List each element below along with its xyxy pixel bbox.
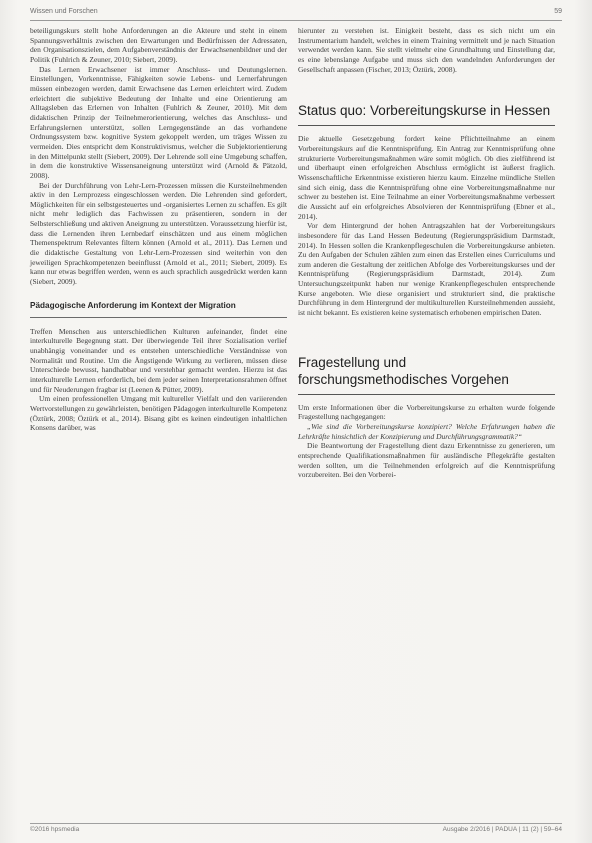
section-heading-status-quo: Status quo: Vorbereitungskurse in Hessen <box>298 103 551 119</box>
paragraph: Die aktuelle Gesetzgebung fordert keine Pflichtteilnahme an einem Vorbereitungskurs auf die Kenntnisprüfung. Ein Antrag zur Kenntnisprüfung ohne strukturierte Vorbereitungsmaßnahmen wäre somit möglich. Ob dies zielführend ist und überhaupt einen erfolgreichen Abschluss ermöglicht ist äußerst fraglich. Wissenschaftliche Erkenntnisse existieren hierzu kaum. Einzelne mündliche Stellen sind sich einig, dass die Kenntnisprüfung ohne eine Vorbereitungsmaßnahme nur schwer zu bestehen ist. Eine Teilnahme an einer Vorbereitungsmaßnahme verbessert die Aussicht auf ein erfolgreiches Absolvieren der Kenntnisprüfung (Ebner et al., 2014). <box>298 134 555 221</box>
subheading-block <box>30 301 287 318</box>
paragraph: Um einen professionellen Umgang mit kultureller Vielfalt und den variierenden Wertvorstellungen zu gewährleisten, benötigen Pädagogen interkulturelle Kompetenz (Öztürk, 2008; Öztürk et al., 2014). Bisang gibt es keinen eindeutigen inhaltlichen Konsens darüber, was <box>30 394 287 433</box>
header-page-number: 59 <box>554 8 562 15</box>
page-footer <box>30 823 562 835</box>
header-section-title: Wissen und Forschen <box>30 8 98 15</box>
section-heading-block <box>298 354 555 395</box>
subheading-migration: Pädagogische Anforderung im Kontext der Migration <box>30 300 236 310</box>
paragraph: beteiligungskurs stellt hohe Anforderungen an die Akteure und steht in einem Spannungsverhältnis zwischen den Erwartungen und Bedürfnissen der Adressaten, den Organisationszielen, dem Aufgabenverständnis der Erwachsenenbildner und der Politik (Fuhlrich & Zeuner, 2010; Siebert, 2009). <box>30 26 287 64</box>
footer-copyright: ©2016 hpsmedia <box>30 826 80 833</box>
header-rule <box>30 20 562 21</box>
paragraph: Treffen Menschen aus unterschiedlichen Kulturen aufeinander, findet eine interkulturelle Begegnung statt. Der überwiegende Teil ihrer Sozialisation verlief unabhängig voneinander und es entstehen unterschiedliche Verständnisse von Normalität und Routine. Um die Ängstigende Wirkung zu verlieren, müssen diese Unterschiede bewusst, handhabbar und verstehbar gemacht werden. Hierzu ist das interkulturelle Lernen erforderlich, bei dem jeder seinen Interpretationsrahmen öffnet und für Neuderungen fragbar ist (Leenen & Pütter, 2009). <box>30 326 287 394</box>
research-question: „Wie sind die Vorbereitungskurse konzipiert? Welche Erfahrungen haben die Lehrkräfte hinsichtlich der Konzipierung und Durchführungsgrammatik?“ <box>298 422 555 441</box>
section-heading-block <box>298 102 555 126</box>
right-column <box>298 26 555 480</box>
paragraph: Vor dem Hintergrund der hohen Antragszahlen hat der Vorbereitungskurs insbesondere für das Land Hessen Bedeutung (Regierungspräsidium Darmstadt, 2014). In Hessen sollen die Krankenpflegeschulen die Vorbereitungskurse anbieten. Zu den Aufgaben der Schulen zählen zum einen das Erstellen eines Curriculums und zum anderen die Gestaltung der zeitlichen Abfolge des Vorbereitungskurses und der Kenntnisprüfung (Regierungspräsidium Darmstadt, 2014). Zum Untersuchungszeitpunkt haben nur wenige Krankenpflegeschulen entsprechende Kurse angeboten. Wie diese organisiert und strukturiert sind, die praktische Durchführung in dem Hintergrund der multikulturellen Kursteilnehmenden aussieht, ist nicht bekannt. Es existieren keine systematisch erhobenen empirischen Daten. <box>298 221 555 318</box>
section-heading-fragestellung: Fragestellung und forschungsmethodisches Vorgehen <box>298 354 509 387</box>
paragraph: Das Lernen Erwachsener ist immer Anschluss- und Deutungslernen. Einstellungen, Vorkenntnisse, Fähigkeiten sowie Lebens- und Lernerfahrungen müssen einbezogen werden, damit Erwachsene das Lernen erleichtert wird. Zudem erleichtert die subjektive Bedeutung der Inhalte und eine Orientierung am Alltagsleben das Erlernen von Inhalten (Fuhlrich & Zeuner, 2010). Mit dem didaktischen Prinzip der Teilnehmerorientierung, welches das Anschluss- und Erfahrungslernen unterstützt, sollen Lerngegenstände an das vorhandene Ordnungssystem bzw. kognitive System gekoppelt werden, um träges Wissen zu vermeiden. Dies entspricht dem Konstruktivismus, welcher die Subjektorientierung in den Mittelpunkt stellt (Siebert, 2009). Der Lehrende soll eine Umgebung schaffen, in dem die konstruktive Wissensaneignung unterstützt wird (Arnold & Pätzold, 2008). <box>30 64 287 180</box>
paragraph: Bei der Durchführung von Lehr-Lern-Prozessen müssen die Kursteilnehmenden aktiv in den Lernprozess eingeschlossen werden. Die Lehrenden sind gefordert, Möglichkeiten für ein selbstgesteuertes und -organisiertes Lernen zu schaffen. Es gilt nicht mehr lediglich das Fachwissen zu präsentieren, sondern in der Selbsterschließung und aktiven Aneignung zu unterstützen. Voraussetzung hierfür ist, dass die Lernenden ihren Lernbedarf einschätzen und aus einem möglichen Themenspektrum Relevantes filtern können (Arnold et al., 2011). Das Lernen und die didaktische Gestaltung von Lehr-Lern-Prozessen sind weiterhin von den jeweiligen Sprachkompetenzen beeinflusst (Arnold et al., 2011; Siebert, 2009). Es kann nur etwas begriffen werden, wenn es auch sprachlich ausgedrückt werden kann (Siebert, 2009). <box>30 180 287 287</box>
running-header <box>30 8 562 20</box>
paragraph: Die Beantwortung der Fragestellung dient dazu Erkenntnisse zu generieren, um entsprechende Qualifikationsmaßnahmen für ausländische Pflegekräfte gestalten werden sollten, um die Teilnehmenden erfolgreich auf die Kenntnisprüfung vorzubereiten. Bei den Vorberei- <box>298 441 555 480</box>
paragraph: Um erste Informationen über die Vorbereitungskurse zu erhalten wurde folgende Fragestellung nachgegangen: <box>298 402 555 422</box>
paragraph: hierunter zu verstehen ist. Einigkeit besteht, dass es sich nicht um ein Instrumentarium handelt, welches in einem Training vermittelt und je nach Situation verwendet werden kann. Sie stellt vielmehr eine Grundhaltung und Einstellung dar, es eine lebenslange Aufgabe und muss sich den wandelnden Anforderungen der Gesellschaft anpassen (Fischer, 2013; Öztürk, 2008). <box>298 26 555 74</box>
footer-rule <box>30 823 562 824</box>
left-column <box>30 26 287 433</box>
footer-citation: Ausgabe 2/2016 | PADUA | 11 (2) | 59–64 <box>442 826 562 833</box>
